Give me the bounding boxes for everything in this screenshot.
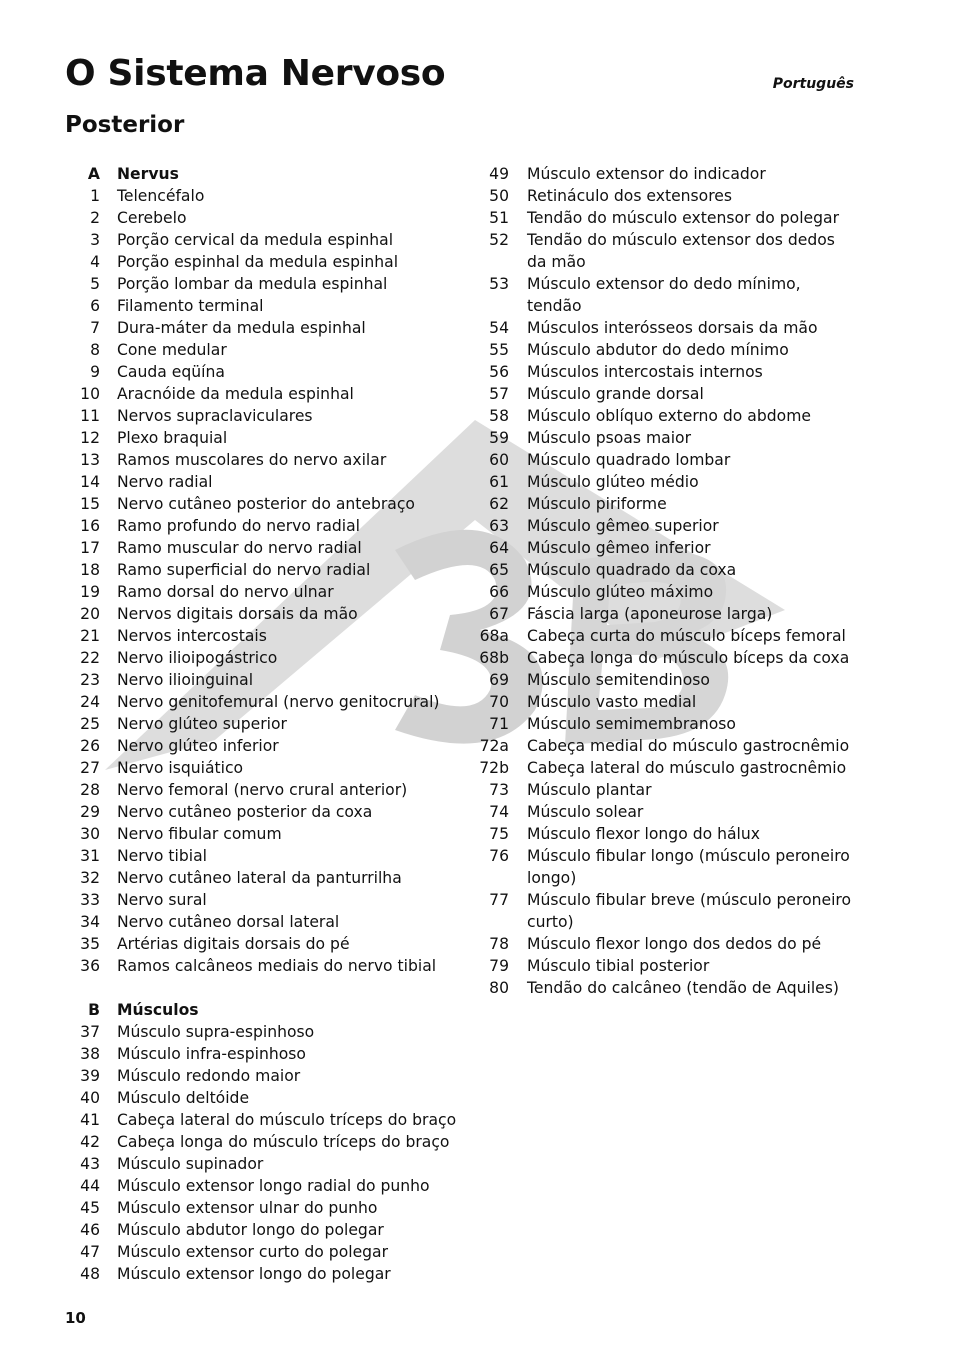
item-label: Filamento terminal [117,297,264,315]
legend-list-a [65,185,465,977]
legend-item [470,823,870,845]
item-number: 50 [489,187,509,205]
item-label: Músculo extensor do indicador [527,165,766,183]
item-label: Músculo semimembranoso [527,715,736,733]
item-number: 31 [80,847,100,865]
item-number: 32 [80,869,100,887]
item-number: 1 [90,187,100,205]
item-number: 53 [489,275,509,293]
legend-item [65,779,465,801]
item-number: 35 [80,935,100,953]
item-label: Músculo vasto medial [527,693,697,711]
legend-item [65,713,465,735]
page-title: O Sistema Nervoso [65,53,446,94]
legend-item [65,1175,465,1197]
item-number: 70 [489,693,509,711]
page-number: 10 [65,1309,86,1327]
item-label: Nervo ilioinguinal [117,671,254,689]
item-label: Cone medular [117,341,227,359]
legend-column-right [470,163,870,999]
item-label: Músculo piriforme [527,495,667,513]
item-label: Aracnóide da medula espinhal [117,385,354,403]
legend-item [65,1219,465,1241]
item-number: 2 [90,209,100,227]
section-heading: Músculos [117,1001,199,1019]
legend-item [470,955,870,977]
item-label: Cabeça longa do músculo bíceps da coxa [527,649,850,667]
item-label: Fáscia larga (aponeurose larga) [527,605,773,623]
item-number: 64 [489,539,509,557]
item-number: 28 [80,781,100,799]
item-label: Nervo cutâneo dorsal lateral [117,913,340,931]
item-number: 66 [489,583,509,601]
item-number: 34 [80,913,100,931]
item-label: Plexo braquial [117,429,228,447]
item-number: 80 [489,979,509,997]
legend-item [65,339,465,361]
item-number: 30 [80,825,100,843]
item-number: 75 [489,825,509,843]
item-number: 67 [489,605,509,623]
legend-item [65,471,465,493]
item-label: Tendão do músculo extensor do polegar [527,209,839,227]
item-number: 46 [80,1221,100,1239]
legend-item [65,229,465,251]
item-label: Músculo plantar [527,781,652,799]
legend-item [65,625,465,647]
item-label: Porção cervical da medula espinhal [117,231,394,249]
item-number: 12 [80,429,100,447]
item-label: Músculo semitendinoso [527,671,710,689]
legend-item [470,603,870,625]
item-number: 13 [80,451,100,469]
item-label: Músculo glúteo máximo [527,583,714,601]
item-number: 25 [80,715,100,733]
legend-item [470,735,870,757]
item-number: 65 [489,561,509,579]
item-label: Músculos interósseos dorsais da mão [527,319,818,337]
legend-item [65,1043,465,1065]
item-number: 55 [489,341,509,359]
item-label: Nervo glúteo superior [117,715,287,733]
item-number: 19 [80,583,100,601]
item-label: Nervo isquiático [117,759,244,777]
item-number: 21 [80,627,100,645]
item-number: 24 [80,693,100,711]
legend-item [470,229,870,273]
legend-item [470,273,870,317]
legend-item [470,691,870,713]
item-number: 74 [489,803,509,821]
legend-item [65,405,465,427]
item-number: 61 [489,473,509,491]
legend-item [65,1153,465,1175]
legend-item [470,779,870,801]
page-subtitle: Posterior [65,112,185,138]
legend-item [65,537,465,559]
legend-item [65,1021,465,1043]
legend-item [65,273,465,295]
item-label: Nervo cutâneo lateral da panturrilha [117,869,402,887]
legend-item [470,163,870,185]
item-label: Ramo muscular do nervo radial [117,539,362,557]
item-number: 63 [489,517,509,535]
item-number: 79 [489,957,509,975]
legend-item [65,933,465,955]
item-number: 7 [90,319,100,337]
item-label: Nervos digitais dorsais da mão [117,605,358,623]
item-label: Músculo extensor ulnar do punho [117,1199,378,1217]
legend-item [65,251,465,273]
legend-item [470,427,870,449]
item-number: 51 [489,209,509,227]
item-number: 54 [489,319,509,337]
legend-item [65,647,465,669]
legend-item [470,889,870,933]
legend-item [470,493,870,515]
item-label: Músculos intercostais internos [527,363,763,381]
section-header-a [65,163,465,185]
legend-item [65,845,465,867]
legend-item [65,889,465,911]
item-label: Cabeça lateral do músculo tríceps do braço [117,1111,457,1129]
item-label: Nervos intercostais [117,627,267,645]
item-label: Tendão do calcâneo (tendão de Aquiles) [527,979,839,997]
item-number: 71 [489,715,509,733]
item-number: 72a [479,737,509,755]
item-number: 29 [80,803,100,821]
item-number: 8 [90,341,100,359]
legend-item [65,449,465,471]
item-label: Músculo flexor longo dos dedos do pé [527,935,822,953]
item-number: 78 [489,935,509,953]
legend-item [470,207,870,229]
legend-item [470,757,870,779]
item-label: Retináculo dos extensores [527,187,733,205]
item-label: Porção lombar da medula espinhal [117,275,388,293]
item-label: Músculo extensor curto do polegar [117,1243,389,1261]
item-number: 20 [80,605,100,623]
item-number: 37 [80,1023,100,1041]
legend-item [65,1263,465,1285]
legend-item [470,339,870,361]
item-number: 42 [80,1133,100,1151]
legend-item [470,933,870,955]
legend-item [470,405,870,427]
item-number: 48 [80,1265,100,1283]
item-number: 22 [80,649,100,667]
legend-list-b-continued [470,163,870,999]
item-number: 72b [479,759,509,777]
item-label: Músculo solear [527,803,644,821]
item-label: Cauda eqüína [117,363,225,381]
item-label: Nervo ilioipogástrico [117,649,278,667]
item-number: 49 [489,165,509,183]
legend-item [470,625,870,647]
item-number: 41 [80,1111,100,1129]
item-label: Músculo fibular breve (músculo peroneiro curto) [527,891,852,931]
legend-item [65,581,465,603]
item-number: 58 [489,407,509,425]
item-label: Cerebelo [117,209,187,227]
language-label: Português [772,76,854,92]
legend-item [65,1065,465,1087]
item-number: 73 [489,781,509,799]
item-number: 15 [80,495,100,513]
legend-item [65,295,465,317]
item-label: Músculo psoas maior [527,429,691,447]
item-label: Cabeça lateral do músculo gastrocnêmio [527,759,847,777]
section-letter: A [87,165,100,183]
item-label: Artérias digitais dorsais do pé [117,935,350,953]
section-letter: B [88,1001,100,1019]
legend-item [65,801,465,823]
item-number: 68b [479,649,509,667]
legend-item [470,713,870,735]
legend-item [65,757,465,779]
item-number: 23 [80,671,100,689]
legend-item [65,317,465,339]
legend-item [470,669,870,691]
item-label: Músculo redondo maior [117,1067,301,1085]
item-label: Cabeça medial do músculo gastrocnêmio [527,737,850,755]
item-number: 18 [80,561,100,579]
item-number: 10 [80,385,100,403]
item-label: Músculo flexor longo do hálux [527,825,760,843]
legend-item [65,669,465,691]
item-label: Nervo cutâneo posterior do antebraço [117,495,415,513]
item-number: 27 [80,759,100,777]
item-label: Músculo tibial posterior [527,957,710,975]
legend-item [470,361,870,383]
item-label: Músculo extensor longo radial do punho [117,1177,430,1195]
legend-item [65,955,465,977]
item-label: Músculo quadrado lombar [527,451,731,469]
item-label: Músculo glúteo médio [527,473,699,491]
legend-item [470,845,870,889]
item-label: Ramos muscolares do nervo axilar [117,451,387,469]
item-label: Músculo supra-espinhoso [117,1023,315,1041]
item-number: 56 [489,363,509,381]
legend-column-left [65,163,465,1285]
legend-item [65,1087,465,1109]
item-label: Nervo glúteo inferior [117,737,279,755]
item-number: 69 [489,671,509,689]
item-label: Músculo deltóide [117,1089,250,1107]
item-label: Músculo extensor do dedo mínimo, tendão [527,275,801,315]
legend-item [65,427,465,449]
legend-item [470,317,870,339]
item-number: 5 [90,275,100,293]
item-label: Ramos calcâneos mediais do nervo tibial [117,957,437,975]
item-label: Ramo superficial do nervo radial [117,561,371,579]
item-label: Músculo abdutor do dedo mínimo [527,341,789,359]
item-label: Nervo sural [117,891,207,909]
legend-item [470,537,870,559]
item-label: Dura-máter da medula espinhal [117,319,366,337]
item-label: Nervo cutâneo posterior da coxa [117,803,373,821]
item-number: 33 [80,891,100,909]
item-number: 14 [80,473,100,491]
item-number: 4 [90,253,100,271]
item-number: 60 [489,451,509,469]
legend-item [470,185,870,207]
item-label: Músculo extensor longo do polegar [117,1265,391,1283]
legend-item [470,647,870,669]
item-label: Cabeça longa do músculo tríceps do braço [117,1133,450,1151]
item-label: Porção espinhal da medula espinhal [117,253,399,271]
item-label: Músculo oblíquo externo do abdome [527,407,811,425]
legend-item [470,471,870,493]
legend-item [470,515,870,537]
item-label: Tendão do músculo extensor dos dedos da mão [527,231,835,271]
item-number: 45 [80,1199,100,1217]
legend-item [65,361,465,383]
item-number: 26 [80,737,100,755]
item-number: 52 [489,231,509,249]
legend-item [65,493,465,515]
item-number: 36 [80,957,100,975]
item-number: 40 [80,1089,100,1107]
legend-item [65,185,465,207]
item-number: 39 [80,1067,100,1085]
item-number: 59 [489,429,509,447]
legend-item [470,559,870,581]
legend-item [65,911,465,933]
legend-item [65,1241,465,1263]
item-label: Nervo genitofemural (nervo genitocrural) [117,693,440,711]
legend-list-b [65,1021,465,1285]
item-label: Cabeça curta do músculo bíceps femoral [527,627,846,645]
legend-item [65,207,465,229]
item-label: Ramo dorsal do nervo ulnar [117,583,334,601]
item-label: Telencéfalo [117,187,205,205]
item-number: 57 [489,385,509,403]
legend-item [65,515,465,537]
item-label: Músculo grande dorsal [527,385,704,403]
item-label: Músculo fibular longo (músculo peroneiro longo) [527,847,850,887]
item-number: 77 [489,891,509,909]
item-label: Músculo abdutor longo do polegar [117,1221,384,1239]
item-number: 47 [80,1243,100,1261]
item-label: Nervos supraclaviculares [117,407,313,425]
item-label: Nervo tibial [117,847,207,865]
legend-item [470,977,870,999]
legend-item [65,603,465,625]
item-number: 17 [80,539,100,557]
item-number: 76 [489,847,509,865]
legend-item [470,581,870,603]
item-number: 44 [80,1177,100,1195]
legend-item [470,449,870,471]
legend-item [65,823,465,845]
legend-item [65,1197,465,1219]
item-number: 68a [479,627,509,645]
item-number: 43 [80,1155,100,1173]
legend-item [65,1109,465,1131]
item-label: Nervo femoral (nervo crural anterior) [117,781,408,799]
item-number: 6 [90,297,100,315]
legend-item [470,383,870,405]
item-number: 16 [80,517,100,535]
legend-item [65,691,465,713]
legend-item [65,735,465,757]
legend-item [65,383,465,405]
legend-item [65,867,465,889]
item-label: Nervo fibular comum [117,825,282,843]
item-number: 9 [90,363,100,381]
item-label: Músculo supinador [117,1155,264,1173]
section-heading: Nervus [117,165,179,183]
legend-item [470,801,870,823]
item-label: Ramo profundo do nervo radial [117,517,360,535]
item-label: Músculo gêmeo superior [527,517,719,535]
item-number: 62 [489,495,509,513]
item-number: 3 [90,231,100,249]
legend-item [65,1131,465,1153]
item-number: 38 [80,1045,100,1063]
legend-item [65,559,465,581]
item-number: 11 [80,407,100,425]
item-label: Nervo radial [117,473,213,491]
item-label: Músculo quadrado da coxa [527,561,737,579]
section-header-b [65,999,465,1021]
item-label: Músculo infra-espinhoso [117,1045,306,1063]
item-label: Músculo gêmeo inferior [527,539,711,557]
